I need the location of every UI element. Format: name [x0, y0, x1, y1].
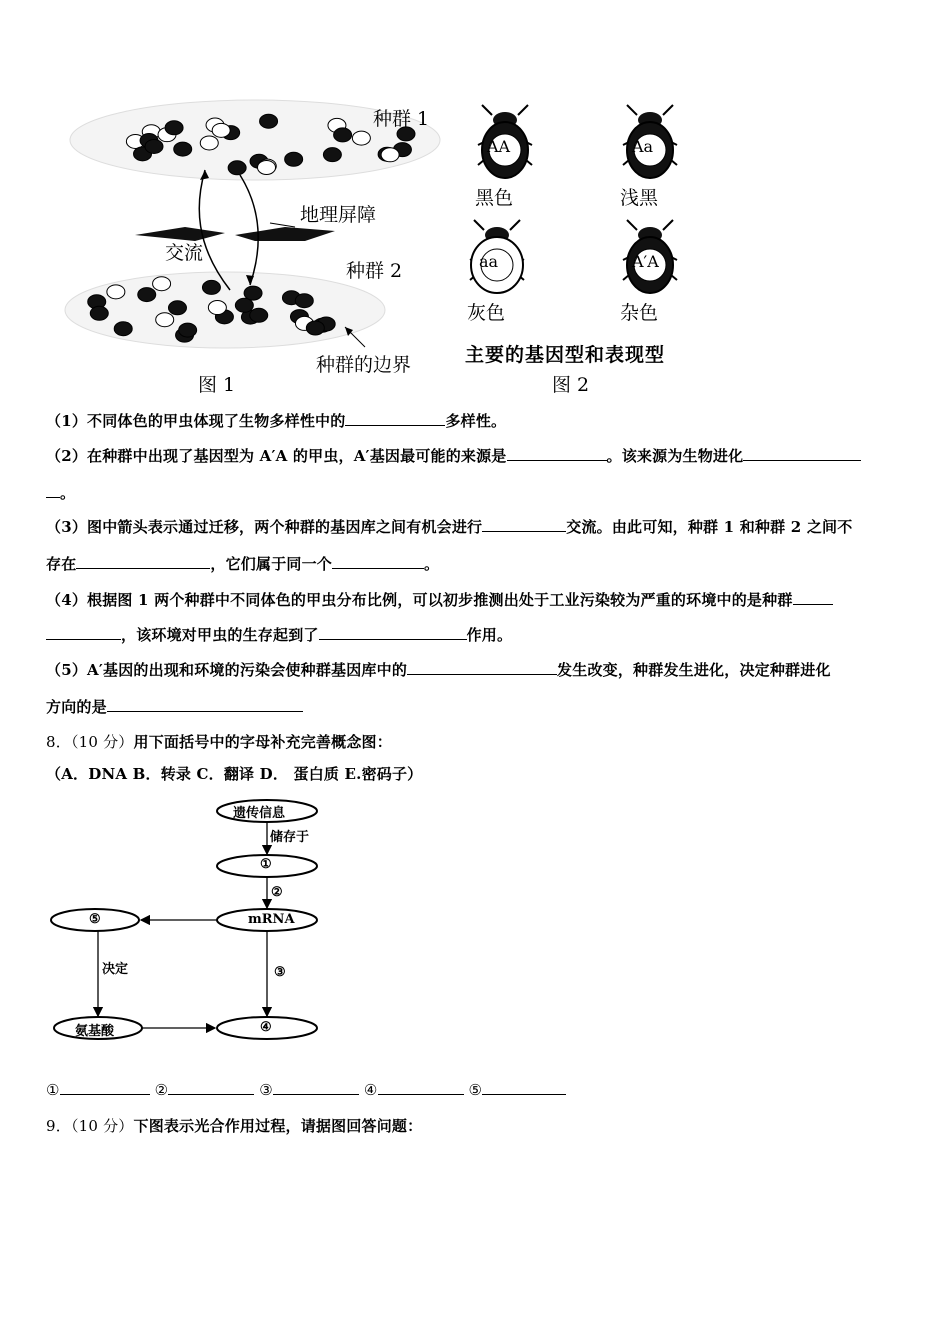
- answer-blank[interactable]: [793, 590, 833, 605]
- genotype-label: A′A: [632, 252, 659, 271]
- q8-heading: 8．（10 分）用下面括号中的字母补充完善概念图：: [46, 733, 392, 751]
- beetle-mark: [258, 160, 276, 174]
- q8-answer-row: ① ② ③ ④ ⑤: [46, 1080, 566, 1099]
- answer-blank-3[interactable]: [273, 1080, 359, 1095]
- node-genetic-information: 遗传信息: [233, 806, 286, 821]
- exchange-label: 交流: [165, 242, 204, 264]
- population-2-label: 种群 2: [346, 260, 403, 282]
- beetle-mark: [250, 308, 268, 322]
- phenotype-label: 黑色: [475, 187, 514, 209]
- beetle-mark: [208, 301, 226, 315]
- beetle-mark: [381, 148, 399, 162]
- beetle-mark: [156, 313, 174, 327]
- q7-part-3-cont: 存在 ，它们属于同一个 。: [46, 555, 440, 573]
- answer-blank[interactable]: [46, 625, 121, 640]
- beetle-mark: [114, 322, 132, 336]
- population-boundary-label: 种群的边界: [316, 354, 412, 376]
- genotype-label: Aa: [632, 137, 654, 156]
- genotype-label: AA: [487, 137, 511, 156]
- answer-blank-5[interactable]: [482, 1080, 566, 1095]
- beetle-mark: [174, 142, 192, 156]
- q9-heading: 9．（10 分）下图表示光合作用过程，请据图回答问题：: [46, 1117, 423, 1135]
- beetle-mark: [352, 131, 370, 145]
- node-5: ⑤: [89, 912, 101, 927]
- beetle-mark: [285, 152, 303, 166]
- beetle-mark: [202, 280, 220, 294]
- node-4: ④: [260, 1020, 272, 1035]
- q8-options: （A．DNA B．转录 C．翻译 D． 蛋白质 E.密码子）: [46, 765, 423, 783]
- answer-blank[interactable]: [407, 660, 557, 675]
- q7-part-4-cont: ，该环境对甲虫的生存起到了 作用。: [46, 624, 512, 645]
- edge-label-3: ③: [274, 965, 286, 980]
- answer-blank[interactable]: [507, 446, 607, 461]
- q7-part-2-cont: 。: [46, 482, 75, 503]
- answer-blank-2[interactable]: [168, 1080, 254, 1095]
- beetle-mark: [295, 294, 313, 308]
- edge-label-determines: 决定: [102, 962, 129, 977]
- beetle-mark: [244, 286, 262, 300]
- figure-2-subtitle: 主要的基因型和表现型: [465, 344, 666, 366]
- q7-part-3: （3）图中箭头表示通过迁移，两个种群的基因库之间有机会进行 交流。由此可知，种群 1 和种群 2 之间不: [46, 518, 853, 536]
- q7-part-2: （2）在种群中出现了基因型为 A′A 的甲虫，A′基因最可能的来源是 。该来源为生物进化: [46, 445, 861, 466]
- beetle-mark: [260, 114, 278, 128]
- beetle-mark: [235, 298, 253, 312]
- beetle-mark: [334, 128, 352, 142]
- beetle-mark: [138, 288, 156, 302]
- phenotype-label: 杂色: [620, 302, 659, 324]
- beetle-mark: [228, 161, 246, 175]
- beetle-mark: [306, 321, 324, 335]
- genotype-label: aa: [479, 252, 499, 271]
- figure-1-caption: 图 1: [198, 374, 236, 396]
- figure-2-caption: 图 2: [552, 374, 590, 396]
- answer-blank-4[interactable]: [378, 1080, 464, 1095]
- q7-part-5: （5）A′基因的出现和环境的污染会使种群基因库中的 发生改变，种群发生进化，决定种群进化: [46, 661, 831, 679]
- answer-blank[interactable]: [46, 483, 60, 498]
- answer-blank[interactable]: [345, 411, 445, 426]
- answer-blank[interactable]: [482, 517, 566, 532]
- geographic-barrier-label: 地理屏障: [300, 204, 377, 226]
- q7-part-1: （1）不同体色的甲虫体现了生物多样性中的 多样性。: [46, 412, 507, 430]
- beetle-mark: [145, 139, 163, 153]
- edge-label-2: ②: [271, 885, 283, 900]
- beetle-mark: [179, 323, 197, 337]
- phenotype-label: 浅黑: [620, 187, 659, 209]
- q7-part-4: （4）根据图 1 两个种群中不同体色的甲虫分布比例，可以初步推测出处于工业污染较为严重的环境中的是种群: [46, 589, 833, 610]
- node-amino-acid: 氨基酸: [75, 1024, 115, 1039]
- population-1-label: 种群 1: [373, 108, 430, 130]
- answer-blank[interactable]: [107, 697, 303, 712]
- answer-blank[interactable]: [76, 554, 210, 569]
- geographic-barrier-right: [235, 227, 335, 241]
- answer-blank-1[interactable]: [60, 1080, 150, 1095]
- node-1: ①: [260, 857, 272, 872]
- beetle-mark: [90, 306, 108, 320]
- beetle-mark: [153, 277, 171, 291]
- beetle-mark: [107, 285, 125, 299]
- edge-label-stored-in: 储存于: [270, 830, 310, 845]
- beetle-mark: [323, 148, 341, 162]
- q7-part-5-cont: 方向的是: [46, 696, 303, 717]
- beetle-mark: [168, 301, 186, 315]
- phenotype-label: 灰色: [467, 302, 506, 324]
- answer-blank[interactable]: [332, 554, 424, 569]
- node-mrna: mRNA: [248, 912, 295, 927]
- beetle-mark: [212, 123, 230, 137]
- answer-blank[interactable]: [743, 446, 861, 461]
- answer-blank[interactable]: [319, 625, 467, 640]
- beetle-mark: [165, 121, 183, 135]
- beetle-mark: [200, 136, 218, 150]
